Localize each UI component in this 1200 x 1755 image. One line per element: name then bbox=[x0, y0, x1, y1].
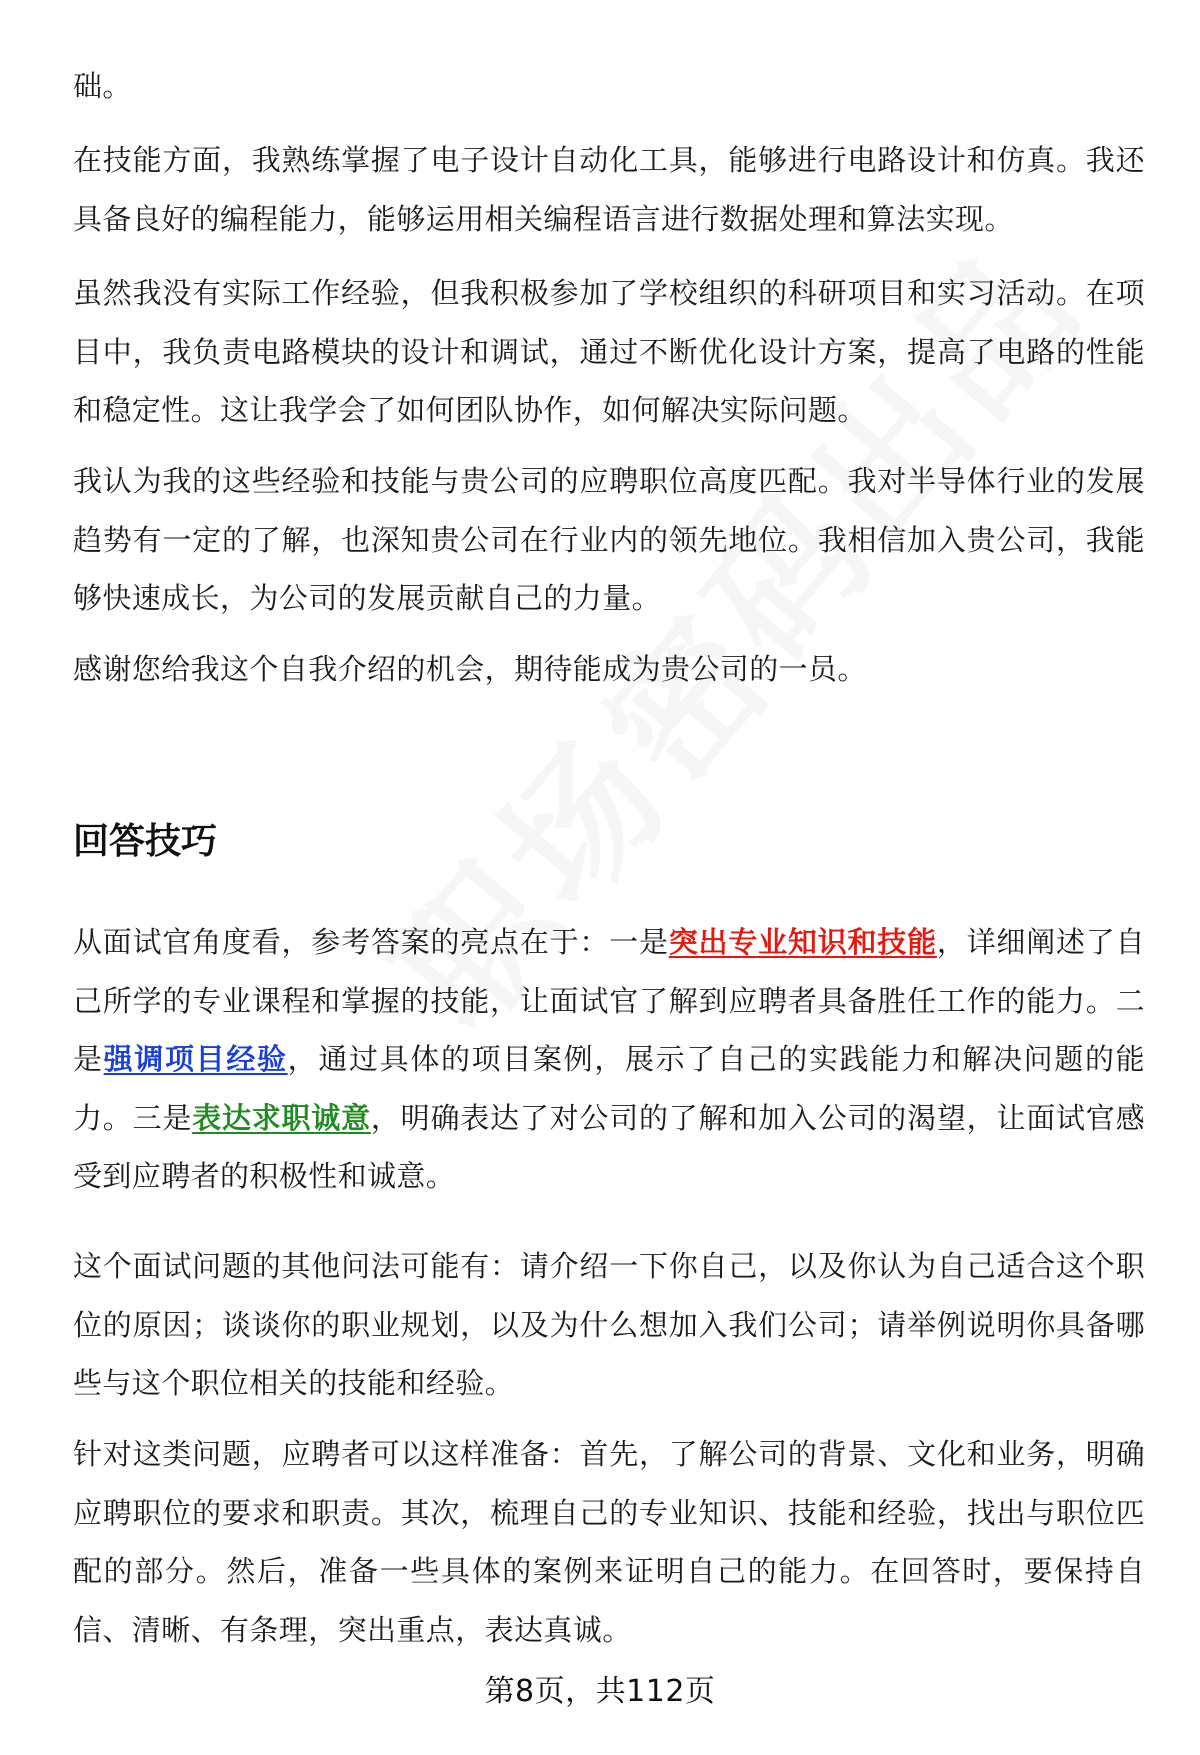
highlight-professional-skills: 突出专业知识和技能 bbox=[668, 925, 937, 959]
paragraph-experience: 虽然我没有实际工作经验，但我积极参加了学校组织的科研项目和实习活动。在项目中，我负责电路模块的设计和调试，通过不断优化设计方案，提高了电路的性能和稳定性。这让我学会了如何团队协作，如何解决实际问题。 bbox=[73, 276, 1145, 427]
paragraph-skills: 在技能方面，我熟练掌握了电子设计自动化工具，能够进行电路设计和仿真。我还具备良好的编程能力，能够运用相关编程语言进行数据处理和算法实现。 bbox=[73, 143, 1145, 236]
highlights-text-b: ，详细阐述了自己所学的专业课程和掌握的技能，让面试官了解到应聘者具备胜任工作的能力。二是 bbox=[73, 925, 1145, 1076]
highlight-job-sincerity: 表达求职诚意 bbox=[192, 1100, 371, 1135]
paragraph-match: 我认为我的这些经验和技能与贵公司的应聘职位高度匹配。我对半导体行业的发展趋势有一定的了解，也深知贵公司在行业内的领先地位。我相信加入贵公司，我能够快速成长，为公司的发展贡献自己的力量。 bbox=[73, 464, 1145, 615]
page-number: 第8页，共112页 bbox=[484, 1674, 716, 1709]
paragraph-highlights bbox=[73, 913, 1145, 1206]
highlight-project-experience: 强调项目经验 bbox=[103, 1042, 288, 1076]
section-title: 回答技巧 bbox=[73, 821, 218, 862]
paragraph-preparation: 针对这类问题，应聘者可以这样准备：首先，了解公司的背景、文化和业务，明确应聘职位的要求和职责。其次，梳理自己的专业知识、技能和经验，找出与职位匹配的部分。然后，准备一些具体的案例来证明自己的能力。在回答时，要保持自信、清晰、有条理，突出重点，表达真诚。 bbox=[73, 1437, 1145, 1647]
highlights-text-c: ，通过具体的项目案例，展示了自己的实践能力和解决问题的能力。三是 bbox=[73, 1042, 1146, 1135]
highlights-text-d: ，明确表达了对公司的了解和加入公司的渴望，让面试官感受到应聘者的积极性和诚意。 bbox=[73, 1100, 1145, 1193]
highlights-text-a: 从面试官角度看，参考答案的亮点在于：一是 bbox=[73, 925, 669, 959]
paragraph-thanks: 感谢您给我这个自我介绍的机会，期待能成为贵公司的一员。 bbox=[73, 652, 867, 686]
paragraph-continuation: 础。 bbox=[73, 69, 132, 103]
paragraph-alternatives: 这个面试问题的其他问法可能有：请介绍一下你自己，以及你认为自己适合这个职位的原因；谈谈你的职业规划，以及为什么想加入我们公司；请举例说明你具备哪些与这个职位相关的技能和经验。 bbox=[73, 1249, 1145, 1400]
